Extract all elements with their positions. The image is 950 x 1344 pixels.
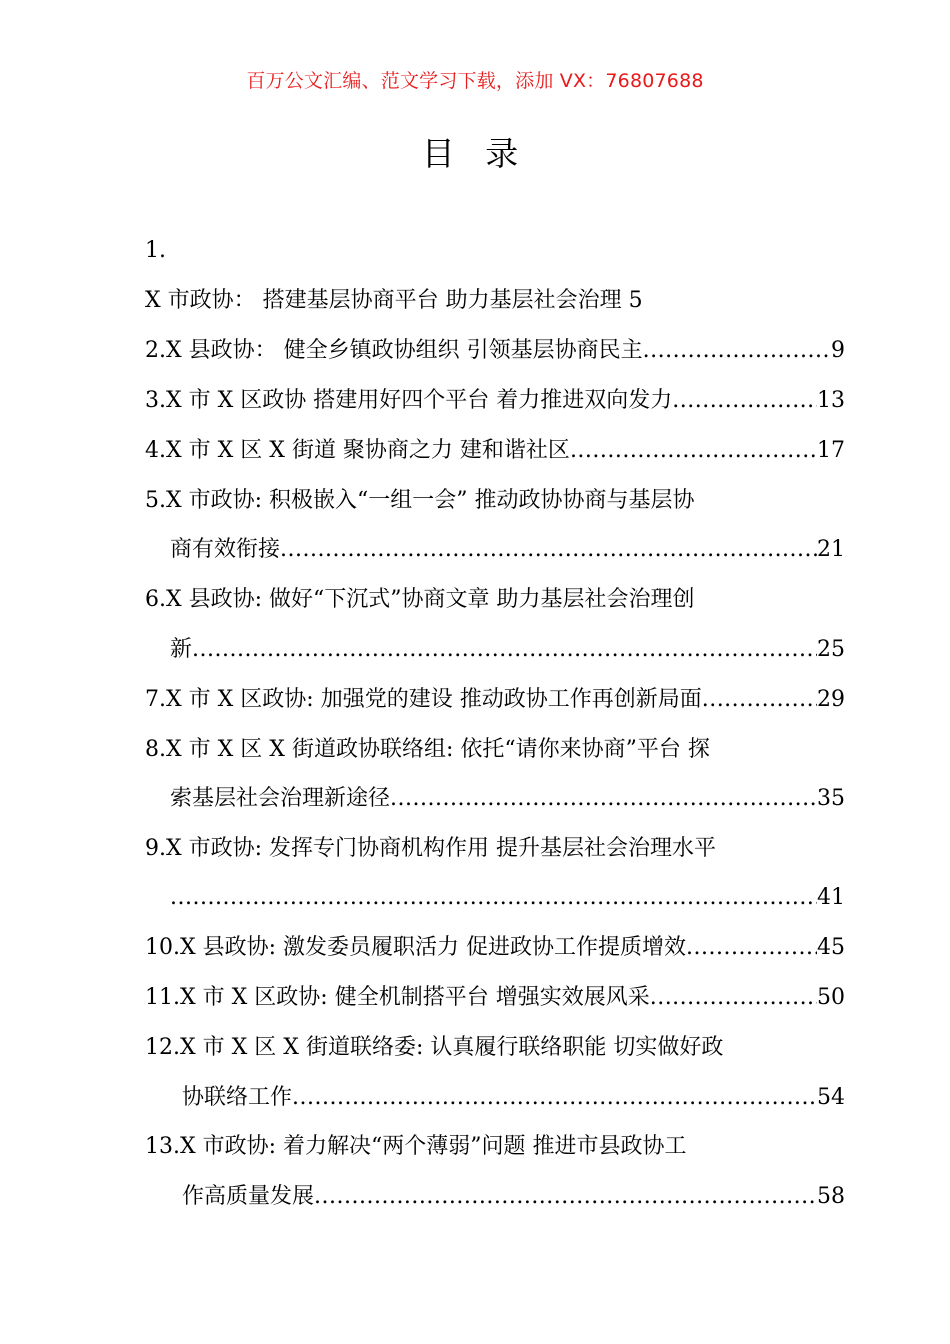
toc-entry-5-continuation[interactable]	[170, 535, 845, 565]
toc-entry-title: 11.X 市 X 区政协: 健全机制搭平台 增强实效展风采	[145, 985, 650, 1010]
toc-page-number: 13	[817, 388, 845, 413]
toc-leader-dots	[280, 535, 817, 565]
toc-entry-title: 2.X 县政协： 健全乡镇政协组织 引领基层协商民主	[145, 338, 643, 363]
toc-entry-6-continuation[interactable]	[170, 635, 845, 665]
toc-page-number: 29	[817, 687, 845, 712]
toc-entry-1-title[interactable]: X 市政协： 搭建基层协商平台 助力基层社会治理 5	[145, 288, 643, 313]
toc-entry-8-title[interactable]: 8.X 市 X 区 X 街道政协联络组: 依托“请你来协商”平台 探	[145, 737, 710, 762]
toc-entry-2[interactable]	[145, 336, 845, 366]
toc-entry-title: 7.X 市 X 区政协: 加强党的建设 推动政协工作再创新局面	[145, 687, 702, 712]
toc-entry-8-continuation[interactable]	[170, 784, 845, 814]
toc-leader-dots	[686, 933, 817, 963]
header-watermark-note: 百万公文汇编、范文学习下载，添加 VX：76807688	[246, 70, 704, 92]
toc-leader-dots	[570, 436, 817, 466]
toc-page-number: 9	[831, 338, 845, 363]
toc-entry-13-continuation[interactable]	[182, 1182, 845, 1212]
toc-leader-dots	[170, 883, 817, 913]
toc-page-number: 50	[817, 985, 845, 1010]
toc-page-number: 45	[817, 935, 845, 960]
toc-entry-4[interactable]	[145, 436, 845, 466]
toc-page-number: 35	[817, 786, 845, 811]
toc-page-number: 58	[817, 1184, 845, 1209]
toc-entry-title: 4.X 市 X 区 X 街道 聚协商之力 建和谐社区	[145, 438, 570, 463]
toc-entry-12-title[interactable]: 12.X 市 X 区 X 街道联络委: 认真履行联络职能 切实做好政	[145, 1035, 724, 1060]
toc-entry-3[interactable]	[145, 386, 845, 416]
toc-entry-6-title[interactable]: 6.X 县政协: 做好“下沉式”协商文章 助力基层社会治理创	[145, 587, 695, 612]
toc-page-number: 17	[817, 438, 845, 463]
toc-entry-1-number[interactable]: 1.	[145, 238, 166, 263]
toc-page-number: 54	[817, 1085, 845, 1110]
toc-leader-dots	[314, 1182, 817, 1212]
toc-entry-9-title[interactable]: 9.X 市政协: 发挥专门协商机构作用 提升基层社会治理水平	[145, 836, 717, 861]
toc-page-number: 41	[817, 885, 845, 910]
toc-leader-dots	[192, 635, 817, 665]
toc-entry-10[interactable]	[145, 933, 845, 963]
toc-entry-13-title[interactable]: 13.X 市政协: 着力解决“两个薄弱”问题 推进市县政协工	[145, 1134, 687, 1159]
toc-page-number: 21	[817, 537, 845, 562]
toc-entry-title: 10.X 县政协: 激发委员履职活力 促进政协工作提质增效	[145, 935, 687, 960]
toc-entry-12-continuation[interactable]	[182, 1083, 845, 1113]
toc-entry-7[interactable]	[145, 685, 845, 715]
toc-leader-dots	[672, 386, 817, 416]
toc-entry-title: 商有效衔接	[170, 537, 281, 562]
toc-entry-11[interactable]	[145, 983, 845, 1013]
toc-entry-title: 协联络工作	[182, 1085, 293, 1110]
toc-leader-dots	[650, 983, 817, 1013]
toc-leader-dots	[643, 336, 831, 366]
toc-entry-5-title[interactable]: 5.X 市政协: 积极嵌入“一组一会” 推动政协协商与基层协	[145, 488, 695, 513]
toc-page-number: 25	[817, 637, 845, 662]
page-title: 目 录	[421, 134, 529, 173]
toc-leader-dots	[292, 1083, 817, 1113]
toc-leader-dots	[390, 784, 817, 814]
toc-leader-dots	[702, 685, 817, 715]
toc-entry-title: 索基层社会治理新途径	[170, 786, 391, 811]
toc-entry-title: 新	[170, 637, 193, 662]
toc-entry-title: 3.X 市 X 区政协 搭建用好四个平台 着力推进双向发力	[145, 388, 673, 413]
toc-entry-title: 作高质量发展	[182, 1184, 315, 1209]
toc-entry-9-continuation[interactable]	[170, 883, 845, 913]
